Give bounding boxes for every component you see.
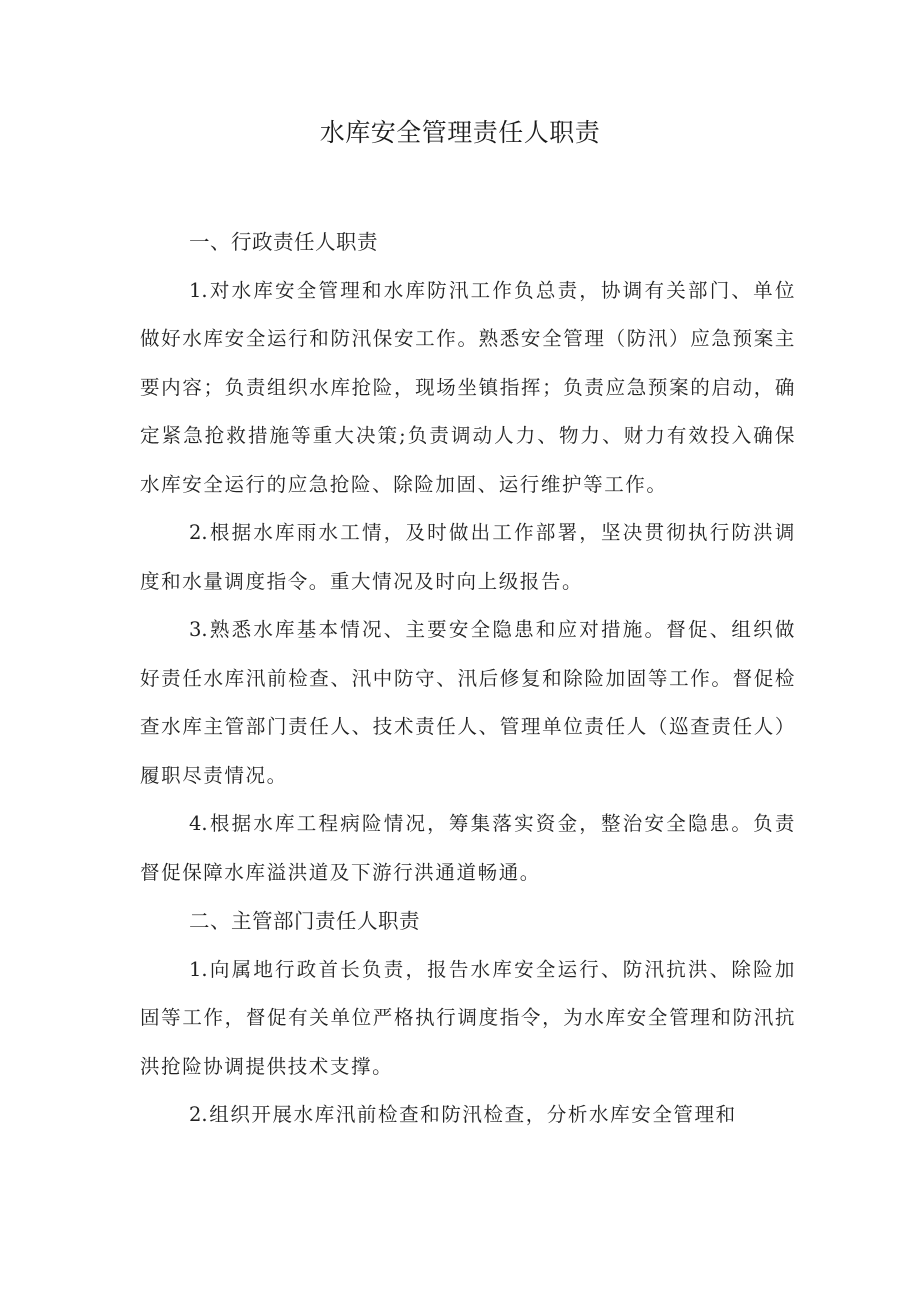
paragraph-1-1: [140, 267, 796, 510]
paragraph-number: 2: [189, 521, 202, 544]
paragraph-number: 1: [189, 957, 202, 981]
paragraph-text: .根据水库工程病险情况，筹集落实资金，整治安全隐患。负责督促保障水库溢洪道及下游行洪通道畅通。: [140, 812, 796, 884]
page-title: 水库安全管理责任人职责: [319, 118, 601, 147]
paragraph-text: .组织开展水库汛前检查和防汛检查，分析水库安全管理和: [201, 1103, 737, 1126]
paragraph-number: 1: [189, 278, 202, 302]
section-heading-1: 一、行政责任人职责: [189, 230, 378, 254]
paragraph-1-4: [140, 800, 796, 897]
paragraph-2-1: [140, 946, 796, 1092]
paragraph-text: .对水库安全管理和水库防汛工作负总责，协调有关部门、单位做好水库安全运行和防汛保安工作。熟悉安全管理（防汛）应急预案主要内容；负责组织水库抢险，现场坐镇指挥；负责应急预案的启动，确定紧急抢救措施等重大决策;负责调动人力、物力、财力有效投入确保水库安全运行的应急抢险、除险加固、运行维护等工作。: [140, 278, 796, 496]
paragraph-1-2: [140, 509, 796, 606]
paragraph-number: 2: [189, 1103, 202, 1126]
paragraph-2-2: [140, 1091, 796, 1140]
paragraph-1-3: [140, 606, 796, 800]
paragraph-number: 4: [189, 812, 202, 835]
paragraph-number: 3: [189, 618, 202, 641]
paragraph-text: .根据水库雨水工情，及时做出工作部署，坚决贯彻执行防洪调度和水量调度指令。重大情况及时向上级报告。: [140, 521, 796, 593]
document-body: [140, 218, 796, 1140]
paragraph-text: .熟悉水库基本情况、主要安全隐患和应对措施。督促、组织做好责任水库汛前检查、汛中防守、汛后修复和除险加固等工作。督促检查水库主管部门责任人、技术责任人、管理单位责任人（巡查责任人）履职尽责情况。: [140, 618, 796, 787]
section-heading-2: 二、主管部门责任人职责: [189, 909, 420, 933]
paragraph-text: .向属地行政首长负责，报告水库安全运行、防汛抗洪、除险加固等工作，督促有关单位严格执行调度指令，为水库安全管理和防汛抗洪抢险协调提供技术支撑。: [140, 957, 796, 1078]
